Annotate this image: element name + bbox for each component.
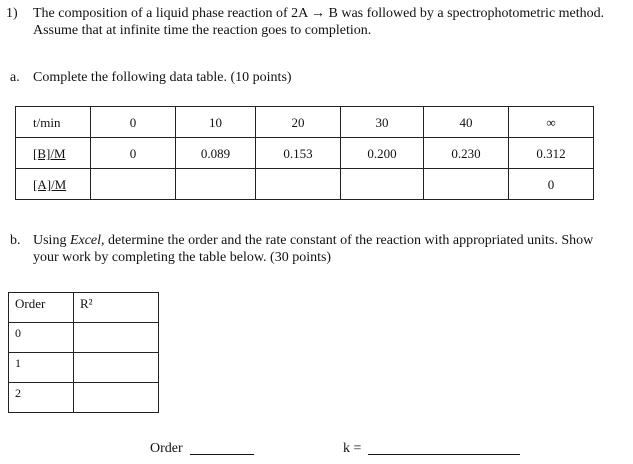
table-cell-empty[interactable] (256, 169, 341, 200)
table-row (9, 353, 159, 383)
order-answer-blank[interactable] (190, 442, 254, 455)
table-cell: 10 (176, 107, 256, 138)
table-cell: 0.200 (341, 138, 424, 169)
r-squared-cell[interactable] (74, 383, 159, 413)
r-squared-cell[interactable] (74, 323, 159, 353)
table-header-row (9, 293, 159, 323)
order-value: 1 (9, 353, 74, 383)
table-cell: 0.089 (176, 138, 256, 169)
order-fit-table (8, 292, 159, 413)
table-cell: 0.153 (256, 138, 341, 169)
order-value: 2 (9, 383, 74, 413)
part-b-letter: b. (10, 233, 21, 248)
table-cell: 40 (424, 107, 509, 138)
table-cell-empty[interactable] (424, 169, 509, 200)
table-cell: ∞ (509, 107, 594, 138)
part-b-instruction-line1: Using Excel, determine the order and the rate constant of the reaction with appropriated units. Show (33, 233, 594, 248)
data-table (15, 106, 594, 200)
header-r-squared: R² (74, 293, 159, 323)
table-row-a (16, 169, 594, 200)
table-cell-empty[interactable] (341, 169, 424, 200)
part-b-instruction-line2: your work by completing the table below. (30 points) (33, 250, 332, 265)
table-cell: 30 (341, 107, 424, 138)
order-answer-label: Order (150, 441, 183, 456)
table-cell: 0.312 (509, 138, 594, 169)
table-cell: 0 (91, 138, 176, 169)
header-order: Order (9, 293, 74, 323)
order-value: 0 (9, 323, 74, 353)
table-cell: 0 (91, 107, 176, 138)
row-label-b: [B]/M (16, 138, 91, 169)
part-a-letter: a. (10, 70, 20, 85)
question-text-line1: The composition of a liquid phase reaction of 2A → B was followed by a spectrophotometric method. (33, 6, 605, 21)
part-a-instruction: Complete the following data table. (10 points) (33, 70, 292, 85)
question-text-line2: Assume that at infinite time the reaction goes to completion. (33, 23, 372, 38)
row-label-time: t/min (16, 107, 91, 138)
row-label-a: [A]/M (16, 169, 91, 200)
r-squared-cell[interactable] (74, 353, 159, 383)
table-cell: 20 (256, 107, 341, 138)
excel-emphasis: Excel (69, 233, 102, 248)
table-row (9, 383, 159, 413)
table-cell-empty[interactable] (91, 169, 176, 200)
table-cell: 0 (509, 169, 594, 200)
table-cell: 0.230 (424, 138, 509, 169)
table-row-time (16, 107, 594, 138)
table-row (9, 323, 159, 353)
question-number: 1) (6, 6, 18, 21)
table-cell-empty[interactable] (176, 169, 256, 200)
table-row-b (16, 138, 594, 169)
k-answer-blank[interactable] (368, 442, 520, 455)
k-answer-label: k = (343, 441, 362, 456)
